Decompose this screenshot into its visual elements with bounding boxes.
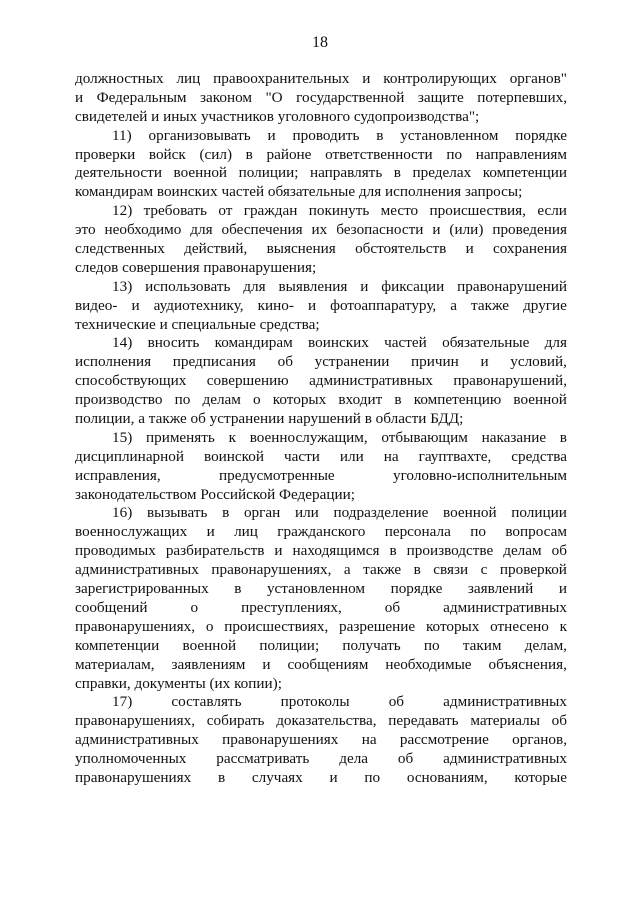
word: в — [394, 391, 402, 409]
word: полиции; — [259, 636, 320, 654]
word: исправления, — [75, 466, 161, 484]
word: если — [537, 202, 567, 220]
text-line — [75, 580, 567, 599]
word: безопасности — [336, 221, 424, 239]
word: таким — [462, 636, 502, 654]
word: другие — [523, 296, 567, 314]
word: устранении — [314, 353, 390, 371]
word: свидетелей — [75, 107, 148, 125]
word: военной — [513, 391, 567, 409]
page-number: 18 — [312, 34, 328, 51]
word: условий, — [510, 353, 567, 371]
text-line — [75, 278, 567, 297]
word: требовать — [143, 202, 207, 220]
word: частей — [384, 334, 427, 352]
text-line — [75, 769, 567, 788]
word: документы — [134, 674, 206, 692]
word: командирам — [75, 183, 154, 201]
word: производстве — [406, 542, 494, 560]
word: дисциплинарной — [75, 447, 184, 465]
text-line — [75, 146, 567, 165]
word: средства; — [259, 315, 320, 333]
word: дела — [339, 750, 369, 768]
word: делам — [503, 542, 542, 560]
word: в — [393, 164, 401, 182]
word: должностных — [75, 70, 164, 87]
word: делам, — [524, 636, 567, 654]
word: административных — [443, 693, 567, 711]
word: подразделение — [333, 504, 429, 522]
word: по — [470, 523, 486, 541]
word: потерпевших, — [477, 88, 567, 106]
word: порядке — [515, 126, 567, 144]
word: протоколы — [280, 693, 350, 711]
word: в — [364, 410, 372, 428]
word: объяснения, — [488, 655, 567, 673]
word: которых — [425, 617, 480, 635]
word: кино- — [257, 296, 294, 314]
word: основаниям, — [406, 768, 488, 786]
word: пределах — [412, 164, 472, 182]
word: "О — [265, 88, 283, 106]
word: войск — [148, 145, 186, 163]
word: в — [376, 126, 384, 144]
word: и — [206, 523, 215, 541]
word: (или) — [449, 221, 484, 239]
text-line — [75, 712, 567, 731]
text-line — [75, 259, 567, 278]
text-line — [75, 164, 567, 183]
text-line — [75, 675, 567, 694]
word: на — [383, 447, 399, 465]
word: аудиотехнику, — [153, 296, 244, 314]
word: Российской — [200, 485, 276, 503]
text-line — [75, 637, 567, 656]
word: место — [380, 202, 419, 220]
word: установленном — [400, 126, 499, 144]
text-line — [75, 297, 567, 316]
text-line — [75, 618, 567, 637]
word: отнесено — [490, 617, 549, 635]
word: наказание — [481, 428, 547, 446]
word: также — [363, 561, 402, 579]
word: сообщениям — [287, 655, 369, 673]
word: их — [311, 221, 328, 239]
word: об — [397, 750, 414, 768]
word: проводить — [292, 126, 360, 144]
word: сохранения — [492, 240, 567, 258]
word: и — [362, 70, 371, 87]
word: правоохранительных — [213, 70, 350, 87]
text-line — [75, 316, 567, 335]
word: воинских — [308, 334, 369, 352]
word: для — [544, 334, 567, 352]
word: проверкой — [499, 561, 567, 579]
word: в — [559, 428, 567, 446]
word: передавать — [388, 712, 459, 730]
word: 12) — [112, 202, 133, 220]
word: и — [262, 655, 271, 673]
word: покинуть — [308, 202, 370, 220]
word: по — [446, 145, 463, 163]
word: необходимые — [385, 655, 472, 673]
text-line — [75, 486, 567, 505]
word: правонарушения; — [203, 258, 317, 276]
word: проверки — [75, 145, 136, 163]
word: копии); — [234, 674, 282, 692]
word: делам — [202, 391, 241, 409]
word: законодательством — [75, 485, 197, 503]
word: командирам — [214, 334, 293, 352]
word: контролирующих — [383, 70, 497, 87]
word: 11) — [112, 126, 132, 144]
word: запросы; — [464, 183, 523, 201]
word: и — [151, 107, 160, 125]
word: вызывать — [146, 504, 208, 522]
word: материалам, — [75, 655, 155, 673]
word: или — [339, 447, 364, 465]
word: правонарушениях — [222, 731, 339, 749]
word: необходимо — [104, 221, 182, 239]
word: устранении — [209, 410, 285, 428]
word: воинских — [156, 183, 218, 201]
word: предписания — [172, 353, 256, 371]
word: 13) — [112, 277, 133, 295]
word: административных — [75, 561, 199, 579]
word: входит — [338, 391, 383, 409]
word: (сил) — [199, 145, 233, 163]
word: действий, — [184, 240, 248, 258]
word: в — [245, 145, 253, 163]
word: обязательные — [267, 183, 356, 201]
word: и — [465, 240, 474, 258]
word: для — [243, 277, 266, 295]
word: и — [307, 296, 317, 314]
word: воинской — [204, 447, 264, 465]
word: выявления — [278, 277, 348, 295]
word: и — [267, 126, 276, 144]
word: лиц — [176, 70, 201, 87]
word: которые — [514, 768, 567, 786]
word: проведения — [492, 221, 567, 239]
text-line — [75, 429, 567, 448]
word: к — [228, 428, 236, 446]
word: отбывающим — [381, 428, 468, 446]
word: для — [358, 183, 382, 201]
word: орган — [243, 504, 281, 522]
word: собирать — [206, 712, 265, 730]
word: правонарушений, — [453, 372, 567, 390]
word: о — [190, 598, 199, 616]
text-line — [75, 656, 567, 675]
word: следственных — [75, 240, 165, 258]
word: в — [234, 580, 242, 598]
text-line — [75, 410, 567, 429]
word: и — [360, 277, 369, 295]
word: от — [218, 202, 233, 220]
word: гражданского — [277, 523, 366, 541]
word: с — [480, 561, 488, 579]
word: совершения — [122, 258, 200, 276]
word: об — [551, 712, 567, 730]
word: об — [190, 410, 206, 428]
word: обязательные — [442, 334, 530, 352]
word: военнослужащих — [75, 523, 188, 541]
document-body — [75, 70, 567, 788]
word: уголовно-исполнительным — [392, 466, 567, 484]
word: законом — [200, 88, 252, 106]
text-line — [75, 372, 567, 391]
word: способствующих — [75, 372, 187, 390]
word: и — [274, 542, 283, 560]
text-line — [75, 750, 567, 769]
word: или — [294, 504, 319, 522]
word: правонарушений — [457, 277, 567, 295]
word: персонала — [384, 523, 451, 541]
text-line — [75, 70, 567, 89]
word: БДД; — [430, 410, 464, 428]
word: полиции, — [75, 410, 135, 428]
word: для — [190, 221, 213, 239]
word: совершению — [206, 372, 289, 390]
word: связи — [433, 561, 469, 579]
text-line — [75, 523, 567, 542]
word: технические — [75, 315, 156, 333]
text-line — [75, 221, 567, 240]
word: и — [131, 296, 140, 314]
text-line — [75, 353, 567, 372]
word: граждан — [243, 202, 298, 220]
word: о — [205, 617, 214, 635]
word: административных — [443, 750, 567, 768]
word: административных — [443, 598, 567, 616]
word: лиц — [234, 523, 258, 541]
word: и — [480, 353, 489, 371]
word: также — [148, 410, 187, 428]
word: направлять — [310, 164, 383, 182]
word: 16) — [112, 504, 133, 522]
word: районе — [266, 145, 312, 163]
word: видео- — [75, 296, 118, 314]
word: а — [138, 410, 145, 428]
word: средства — [511, 447, 567, 465]
text-line — [75, 240, 567, 259]
text-line — [75, 391, 567, 410]
text-line — [75, 542, 567, 561]
word: Федерации; — [279, 485, 355, 503]
word: в — [217, 768, 226, 786]
word: 15) — [112, 428, 133, 446]
word: зарегистрированных — [75, 580, 209, 598]
word: частей — [221, 183, 265, 201]
word: правонарушениях, — [75, 712, 196, 730]
word: материалы — [470, 712, 540, 730]
word: фиксации — [381, 277, 445, 295]
word: компетенции — [482, 164, 567, 182]
word: доказательства, — [276, 712, 377, 730]
word: на — [361, 731, 377, 749]
word: фотоаппаратуру, — [330, 296, 437, 314]
word: к — [559, 617, 567, 635]
word: заявлений — [467, 580, 534, 598]
word: в — [222, 504, 230, 522]
word: организовывать — [148, 126, 251, 144]
word: преступлениях, — [241, 598, 342, 616]
word: гауптвахте, — [418, 447, 492, 465]
word: происшествиях, — [224, 617, 329, 635]
word: ответственности — [325, 145, 433, 163]
word: направлениям — [475, 145, 567, 163]
word: исполнения — [75, 353, 152, 371]
word: в — [389, 542, 397, 560]
word: вносить — [147, 334, 200, 352]
word: полиции; — [238, 164, 299, 182]
word: предусмотренные — [218, 466, 335, 484]
text-line — [75, 504, 567, 523]
word: участников — [200, 107, 274, 125]
word: и — [159, 315, 168, 333]
text-line — [75, 127, 567, 146]
word: обеспечения — [221, 221, 303, 239]
word: государственной — [296, 88, 405, 106]
word: правонарушениях, — [211, 561, 332, 579]
word: об — [551, 542, 567, 560]
word: военной — [443, 504, 497, 522]
word: судопроизводства"; — [353, 107, 480, 125]
word: проводимых — [75, 542, 156, 560]
text-line — [75, 561, 567, 580]
word: справки, — [75, 674, 131, 692]
word: находящимся — [292, 542, 380, 560]
word: по — [423, 636, 440, 654]
word: компетенцию — [413, 391, 502, 409]
word: случаях — [251, 768, 303, 786]
word: также — [471, 296, 510, 314]
word: иных — [163, 107, 198, 125]
word: выяснения — [266, 240, 336, 258]
word: органов" — [509, 70, 567, 87]
word: исполнения — [385, 183, 462, 201]
word: уполномоченных — [75, 750, 187, 768]
word: 17) — [112, 693, 133, 711]
word: 14) — [112, 334, 133, 352]
word: об — [277, 353, 293, 371]
word: административных — [75, 731, 199, 749]
word: использовать — [145, 277, 231, 295]
word: военнослужащим, — [249, 428, 368, 446]
text-line — [75, 448, 567, 467]
word: причин — [411, 353, 459, 371]
word: Федеральным — [96, 88, 187, 106]
word: административных — [309, 372, 433, 390]
word: специальные — [171, 315, 256, 333]
word: разбирательств — [165, 542, 265, 560]
text-line — [75, 202, 567, 221]
word: о — [253, 391, 261, 409]
word: нарушений — [288, 410, 361, 428]
word: защите — [417, 88, 464, 106]
text-line — [75, 183, 567, 202]
word: рассматривать — [216, 750, 310, 768]
word: установленном — [266, 580, 366, 598]
word: военной — [182, 636, 237, 654]
word: об — [388, 693, 405, 711]
text-line — [75, 693, 567, 712]
word: компетенции — [75, 636, 160, 654]
word: происшествия, — [429, 202, 526, 220]
text-line — [75, 731, 567, 750]
word: разрешение — [339, 617, 416, 635]
text-line — [75, 599, 567, 618]
word: и — [75, 88, 84, 106]
word: органов, — [512, 731, 567, 749]
text-line — [75, 89, 567, 108]
text-line — [75, 108, 567, 127]
word: заявлениям — [171, 655, 246, 673]
word: сообщений — [75, 598, 148, 616]
word: правонарушениях — [75, 768, 192, 786]
word: в — [413, 561, 421, 579]
word: которых — [272, 391, 327, 409]
word: по — [364, 768, 381, 786]
word: следов — [75, 258, 119, 276]
word: рассмотрение — [399, 731, 489, 749]
word: части — [284, 447, 320, 465]
word: об — [384, 598, 401, 616]
word: применять — [145, 428, 215, 446]
text-line — [75, 334, 567, 353]
word: производство — [75, 391, 163, 409]
word: (их — [209, 674, 231, 692]
word: обстоятельств — [355, 240, 447, 258]
word: порядке — [390, 580, 443, 598]
word: уголовного — [277, 107, 351, 125]
word: вопросам — [505, 523, 567, 541]
word: а — [450, 296, 457, 314]
word: деятельности — [75, 164, 162, 182]
word: и — [432, 221, 441, 239]
word: получать — [342, 636, 401, 654]
word: и — [558, 580, 567, 598]
word: составлять — [171, 693, 242, 711]
word: и — [329, 768, 338, 786]
text-line — [75, 467, 567, 486]
word: а — [343, 561, 351, 579]
word: по — [174, 391, 191, 409]
word: это — [75, 221, 96, 239]
word: полиции — [511, 504, 567, 522]
word: правонарушениях, — [75, 617, 196, 635]
word: военной — [173, 164, 228, 182]
word: области — [375, 410, 427, 428]
